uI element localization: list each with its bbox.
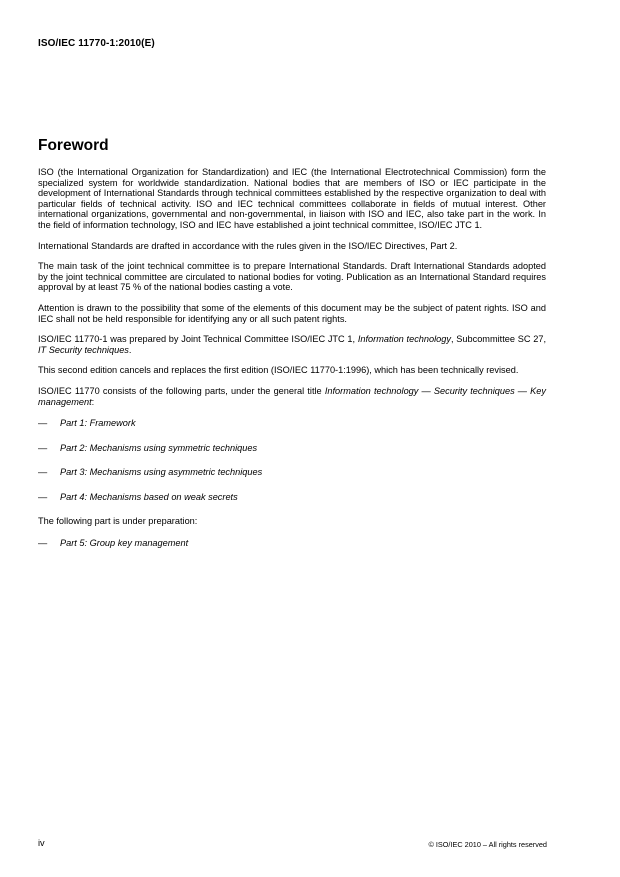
list-dash: —	[38, 418, 48, 429]
list-item	[38, 492, 546, 503]
list-dash: —	[38, 467, 48, 478]
paragraph-preparation: The following part is under preparation:	[38, 516, 198, 527]
paragraph-organizations: ISO (the International Organization for Standardization) and IEC (the International Electrotechnical Commission) form the specialized system for worldwide standardization. National bodies that are members of ISO or IEC participate in the development of International Standards through technical committees established by the respective organization to deal with particular fields of technical activity. ISO and IEC technical committees collaborate in fields of mutual interest. Other international organizations, governmental and non-governmental, in liaison with ISO and IEC, also take part in the work. In the field of information technology, ISO and IEC have established a joint technical committee, ISO/IEC JTC 1.	[38, 167, 546, 230]
prepared-by-title: Information technology	[357, 334, 451, 345]
paragraph-patent-rights: Attention is drawn to the possibility that some of the elements of this document may be the subject of patent rights. ISO and IEC shall not be held responsible for identifying any or all such patent rights.	[38, 302, 546, 324]
prepared-by-end: .	[128, 344, 132, 355]
list-item	[38, 538, 546, 549]
part-5-title: Part 5: Group key management	[60, 538, 189, 549]
paragraph-edition: This second edition cancels and replaces the first edition (ISO/IEC 11770-1:1996), which has been technically revised.	[38, 365, 519, 376]
part-4-title: Part 4: Mechanisms based on weak secrets	[60, 491, 238, 502]
foreword-heading: Foreword	[38, 137, 109, 154]
parts-intro-text: ISO/IEC 11770 consists of the following parts, under the general title	[38, 385, 325, 396]
paragraph-prepared-by	[38, 334, 546, 355]
foreword-body	[38, 167, 546, 563]
prepared-by-subcommittee: , Subcommittee SC 27,	[450, 334, 546, 345]
list-item	[38, 467, 546, 478]
paragraph-directives: International Standards are drafted in accordance with the rules given in the ISO/IEC Directives, Part 2.	[38, 240, 458, 251]
prepared-by-text: ISO/IEC 11770-1 was prepared by Joint Technical Committee ISO/IEC JTC 1,	[38, 334, 358, 345]
paragraph-main-task: The main task of the joint technical committee is to prepare International Standards. Draft International Standards adopted by the joint technical committee are circulated to national bodies for voting. Publication as an International Standard requires approval by at least 75 % of the national bodies casting a vote.	[38, 261, 546, 293]
page-number: iv	[38, 838, 45, 848]
paragraph-parts-intro	[38, 386, 546, 407]
list-item	[38, 443, 546, 454]
parts-general-title: Information technology — Security techniques — Key management	[38, 385, 546, 407]
document-id-header: ISO/IEC 11770-1:2010(E)	[38, 38, 155, 49]
part-2-title: Part 2: Mechanisms using symmetric techniques	[60, 442, 258, 453]
list-item	[38, 418, 546, 429]
list-dash: —	[38, 491, 48, 502]
list-dash: —	[38, 442, 48, 453]
part-3-title: Part 3: Mechanisms using asymmetric techniques	[60, 467, 263, 478]
list-dash: —	[38, 538, 48, 549]
prepared-by-subcommittee-title: IT Security techniques	[38, 344, 129, 355]
copyright-notice: © ISO/IEC 2010 – All rights reserved	[428, 840, 547, 849]
parts-intro-end: :	[91, 396, 95, 407]
part-1-title: Part 1: Framework	[60, 418, 136, 429]
